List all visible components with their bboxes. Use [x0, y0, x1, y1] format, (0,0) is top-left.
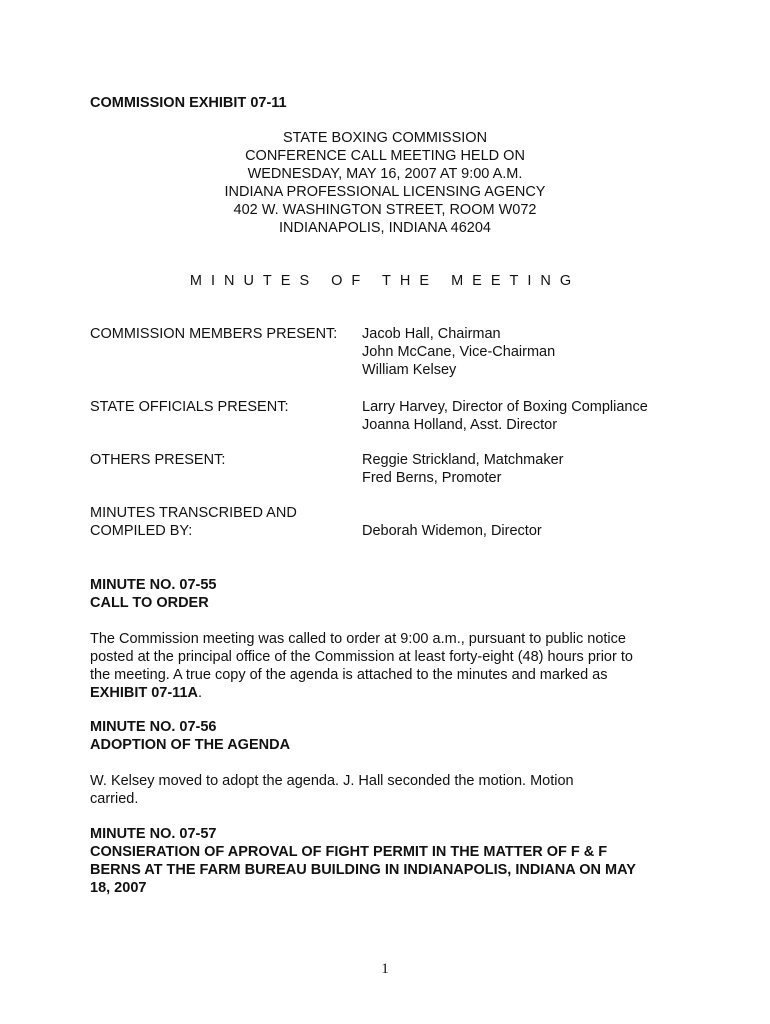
meeting-header [0, 129, 770, 237]
minute-number: MINUTE NO. 07-55 [90, 577, 217, 593]
other-entry: Reggie Strickland, Matchmaker [362, 452, 564, 468]
transcribed-by: Deborah Widemon, Director [362, 523, 542, 539]
header-line: STATE BOXING COMMISSION [282, 130, 488, 146]
officials-list [362, 398, 648, 434]
members-list [362, 325, 555, 379]
header-line: INDIANAPOLIS, INDIANA 46204 [279, 220, 491, 236]
transcribed-label [90, 504, 297, 540]
minute-title-line: BERNS AT THE FARM BUREAU BUILDING IN INDIANAPOLIS, INDIANA ON MAY [90, 862, 636, 878]
header-line: 402 W. WASHINGTON STREET, ROOM W072 [233, 202, 537, 218]
minute-56-body [90, 772, 690, 808]
body-line: W. Kelsey moved to adopt the agenda. J. Hall seconded the motion. Motion [90, 773, 574, 789]
body-line: The Commission meeting was called to order at 9:00 a.m., pursuant to public notice [90, 631, 626, 647]
header-line: WEDNESDAY, MAY 16, 2007 AT 9:00 A.M. [247, 166, 523, 182]
exhibit-suffix: . [198, 685, 203, 701]
header-line: INDIANA PROFESSIONAL LICENSING AGENCY [224, 184, 546, 200]
transcribed-label-line: COMPILED BY: [90, 523, 193, 539]
minutes-heading: MINUTES OF THE MEETING [189, 273, 581, 289]
official-entry: Larry Harvey, Director of Boxing Compliance [362, 399, 648, 415]
body-line: posted at the principal office of the Commission at least forty-eight (48) hours prior to [90, 649, 633, 665]
officials-label: STATE OFFICIALS PRESENT: [90, 399, 289, 415]
body-line [90, 684, 690, 702]
minute-title: ADOPTION OF THE AGENDA [90, 737, 291, 753]
member-entry: William Kelsey [362, 362, 457, 378]
body-line: the meeting. A true copy of the agenda is attached to the minutes and marked as [90, 667, 608, 683]
member-entry: John McCane, Vice-Chairman [362, 344, 556, 360]
minute-number: MINUTE NO. 07-57 [90, 826, 217, 842]
minute-title-line: 18, 2007 [90, 880, 147, 896]
minute-57-heading [90, 825, 636, 897]
exhibit-title: COMMISSION EXHIBIT 07-11 [90, 95, 287, 111]
body-line: carried. [90, 791, 139, 807]
minute-title-line: CONSIERATION OF APROVAL OF FIGHT PERMIT IN THE MATTER OF F & F [90, 844, 608, 860]
minute-56-heading [90, 718, 290, 754]
exhibit-reference: EXHIBIT 07-11A [90, 685, 198, 701]
page-number: 1 [381, 961, 389, 977]
header-line: CONFERENCE CALL MEETING HELD ON [245, 148, 525, 164]
member-entry: Jacob Hall, Chairman [362, 326, 501, 342]
minute-title: CALL TO ORDER [90, 595, 209, 611]
members-label: COMMISSION MEMBERS PRESENT: [90, 326, 338, 342]
minute-number: MINUTE NO. 07-56 [90, 719, 217, 735]
minute-55-heading [90, 576, 217, 612]
others-label: OTHERS PRESENT: [90, 452, 226, 468]
official-entry: Joanna Holland, Asst. Director [362, 417, 558, 433]
other-entry: Fred Berns, Promoter [362, 470, 502, 486]
transcribed-label-line: MINUTES TRANSCRIBED AND [90, 505, 297, 521]
others-list [362, 451, 563, 487]
minute-55-body [90, 630, 690, 702]
